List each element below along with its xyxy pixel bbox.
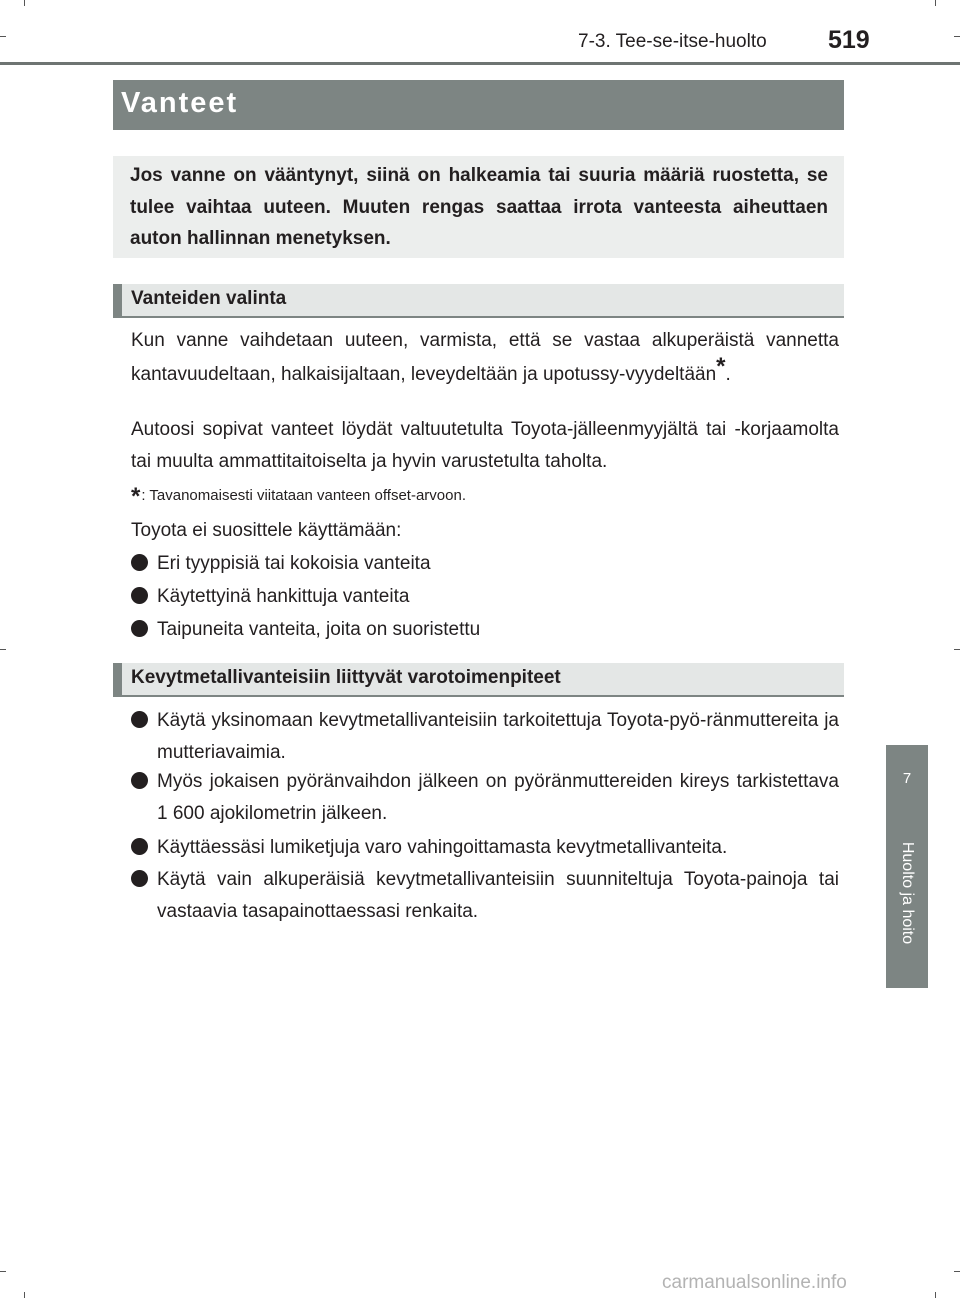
subsection-heading-alloy-precautions: Kevytmetallivanteisiin liittyvät varotoimenpiteet xyxy=(113,663,844,697)
bullet-icon xyxy=(131,870,148,887)
bullet-icon xyxy=(131,838,148,855)
paragraph-end: . xyxy=(725,363,731,385)
intro-box: Jos vanne on vääntynyt, siinä on halkeamia tai suuria määriä ruostetta, se tulee vaihtaa uuteen. Muuten rengas saattaa irrota vanteesta aiheuttaen auton hallinnan menetyksen. xyxy=(113,156,844,258)
list-item-text: Käyttäessäsi lumiketjuja varo vahingoittamasta kevytmetallivanteita. xyxy=(157,837,728,858)
bullet-icon xyxy=(131,587,148,604)
bullet-icon xyxy=(131,711,148,728)
crop-mark xyxy=(0,649,6,650)
crop-mark xyxy=(0,1271,6,1272)
crop-mark xyxy=(24,1292,25,1298)
crop-mark xyxy=(935,0,936,6)
watermark: carmanualsonline.info xyxy=(662,1272,847,1293)
footnote xyxy=(131,483,839,511)
bullet-icon xyxy=(131,620,148,637)
page-title: Vanteet xyxy=(113,80,844,130)
header-rule xyxy=(0,62,960,65)
crop-mark xyxy=(954,36,960,37)
list-item-text: Käytä yksinomaan kevytmetallivanteisiin tarkoitettuja Toyota-pyö-ränmuttereita ja mutteriavaimia. xyxy=(157,710,839,763)
footnote-marker: * xyxy=(716,352,726,380)
list-item xyxy=(131,581,839,613)
subsection-heading-rim-selection: Vanteiden valinta xyxy=(113,284,844,318)
dealer-paragraph: Autoosi sopivat vanteet löydät valtuutetulta Toyota-jälleenmyyjältä tai -korjaamolta tai muulta ammattitaitoiselta ja hyvin varustetulta taholta. xyxy=(131,419,839,472)
chapter-label: Huolto ja hoito xyxy=(899,841,916,945)
footnote-text: : Tavanomaisesti viitataan vanteen offset-arvoon. xyxy=(141,487,466,504)
not-recommended-lead: Toyota ei suosittele käyttämään: xyxy=(131,520,402,541)
list-item-text: Käytä vain alkuperäisiä kevytmetallivanteisiin suunniteltuja Toyota-painoja tai vastaavia tasapainottaessasi renkaita. xyxy=(157,869,839,922)
page-number: 519 xyxy=(828,26,870,54)
list-item-text: Taipuneita vanteita, joita on suoristettu xyxy=(157,619,481,640)
paragraph-text: Kun vanne vaihdetaan uuteen, varmista, että se vastaa alkuperäistä vannetta kantavuudeltaan, halkaisijaltaan, leveydeltään ja upotussy-vyydeltään xyxy=(131,330,839,385)
bullet-icon xyxy=(131,554,148,571)
crop-mark xyxy=(0,36,6,37)
list-item xyxy=(131,864,839,928)
crop-mark xyxy=(954,649,960,650)
list-item-text: Eri tyyppisiä tai kokoisia vanteita xyxy=(157,553,431,574)
list-item xyxy=(131,548,839,580)
crop-mark xyxy=(935,1292,936,1298)
list-item xyxy=(131,832,839,864)
crop-mark xyxy=(24,0,25,6)
section-header: 7-3. Tee-se-itse-huolto xyxy=(578,31,767,52)
footnote-star: * xyxy=(131,483,141,510)
bullet-icon xyxy=(131,772,148,789)
rim-selection-paragraph xyxy=(131,325,839,390)
list-item xyxy=(131,766,839,830)
chapter-number: 7 xyxy=(902,770,912,787)
list-item xyxy=(131,614,839,646)
crop-mark xyxy=(954,1271,960,1272)
list-item-text: Käytettyinä hankittuja vanteita xyxy=(157,586,410,607)
list-item-text: Myös jokaisen pyöränvaihdon jälkeen on pyöränmuttereiden kireys tarkistettava 1 600 ajokilometrin jälkeen. xyxy=(157,771,839,824)
list-item xyxy=(131,705,839,769)
